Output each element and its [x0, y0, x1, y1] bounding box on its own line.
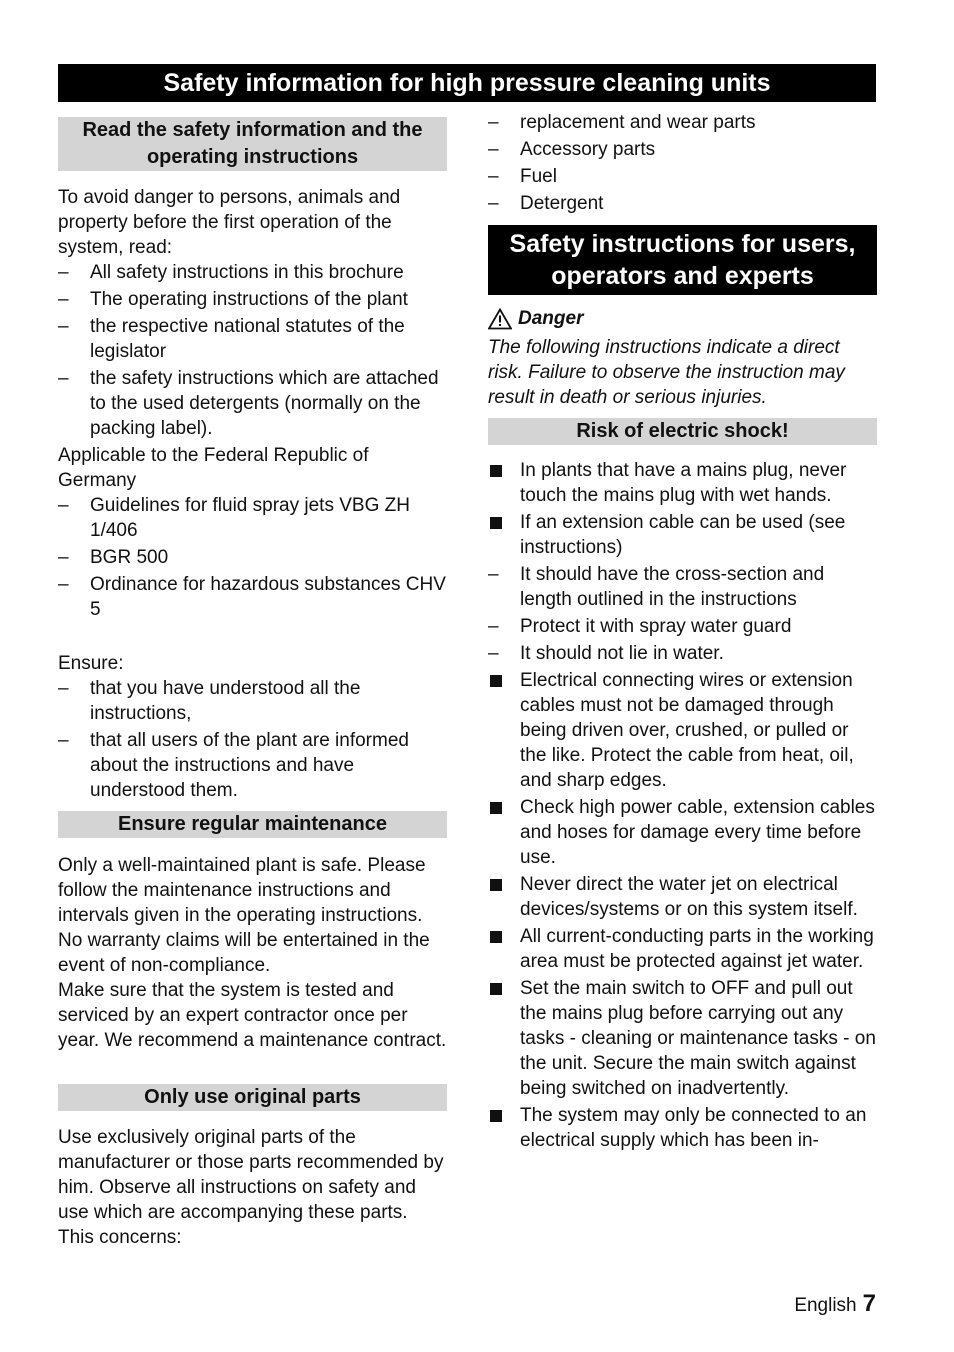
maintenance-heading: Ensure regular maintenance	[58, 811, 447, 838]
intro-text: To avoid danger to persons, animals and property before the first operation of the system, read:	[58, 187, 401, 258]
list-item: Check high power cable, extension cables and hoses for damage every time before use.	[488, 795, 877, 870]
page-number: 7	[862, 1290, 876, 1317]
list-item: – It should have the cross-section and length outlined in the instructions	[488, 564, 825, 610]
list-item: – that you have understood all the instructions,	[58, 678, 361, 724]
electric-shock-heading: Risk of electric shock!	[488, 418, 877, 445]
list-item: If an extension cable can be used (see instructions)	[488, 510, 877, 560]
germany-list	[58, 493, 447, 622]
list-item: – the safety instructions which are attached to the used detergents (normally on the packing label).	[58, 368, 439, 439]
list-item: – BGR 500	[58, 547, 169, 568]
warning-triangle-icon	[488, 308, 512, 330]
list-item: – Detergent	[488, 193, 604, 214]
list-item: All current-conducting parts in the working area must be protected against jet water.	[488, 924, 877, 974]
danger-label: Danger	[518, 308, 584, 329]
maintenance-text-2: Make sure that the system is tested and serviced by an expert contractor once per year. We recommend a maintenance contract.	[58, 980, 447, 1051]
parts-list	[488, 110, 877, 216]
shock-bullets-continued	[488, 668, 877, 1153]
parts-section	[58, 1125, 447, 1250]
read-safety-heading: Read the safety information and the operating instructions	[58, 117, 447, 171]
list-item: – All safety instructions in this brochure	[58, 262, 404, 283]
ensure-section	[58, 651, 447, 805]
list-item: Electrical connecting wires or extension cables must not be damaged through being driven over, crushed, or pulled or the like. Protect the cable from heat, oil, and sharp edges.	[488, 668, 877, 793]
danger-text: The following instructions indicate a direct risk. Failure to observe the instruction may result in death or serious injuries.	[488, 337, 845, 408]
list-item: In plants that have a mains plug, never touch the mains plug with wet hands.	[488, 458, 877, 508]
ensure-list	[58, 676, 447, 803]
list-item: – Guidelines for fluid spray jets VBG ZH 1/406	[58, 495, 410, 541]
shock-bullets	[488, 458, 877, 560]
parts-list-continued	[488, 110, 877, 218]
read-list	[58, 260, 447, 441]
danger-label-row	[488, 306, 877, 331]
list-item: – Fuel	[488, 166, 557, 187]
extension-list	[488, 562, 877, 666]
list-item: – It should not lie in water.	[488, 643, 724, 664]
list-item: – Ordinance for hazardous substances CHV 5	[58, 574, 446, 620]
list-item: – The operating instructions of the plant	[58, 289, 408, 310]
footer-language: English	[794, 1295, 857, 1316]
original-parts-heading: Only use original parts	[58, 1084, 447, 1111]
maintenance-section	[58, 853, 447, 1053]
shock-section	[488, 458, 877, 1155]
parts-text: Use exclusively original parts of the manufacturer or those parts recommended by him. Observe all instructions on safety and use which are accompanying these parts. This concerns:	[58, 1127, 444, 1248]
page-footer	[794, 1290, 876, 1318]
list-item: – Accessory parts	[488, 139, 656, 160]
maintenance-text: Only a well-maintained plant is safe. Please follow the maintenance instructions and intervals given in the operating instructions. No warranty claims will be entertained in the event of non-compliance.	[58, 855, 430, 976]
list-item: The system may only be connected to an electrical supply which has been in-	[488, 1103, 877, 1153]
users-safety-heading: Safety instructions for users, operators and experts	[488, 225, 877, 295]
page-title: Safety information for high pressure cleaning units	[58, 64, 876, 102]
list-item: Never direct the water jet on electrical devices/systems or on this system itself.	[488, 872, 877, 922]
danger-section	[488, 306, 877, 410]
read-section	[58, 185, 447, 624]
list-item: – Protect it with spray water guard	[488, 616, 792, 637]
list-item: Set the main switch to OFF and pull out the mains plug before carrying out any tasks - cleaning or maintenance tasks - on the unit. Secure the main switch against being switched on inadvertently.	[488, 976, 877, 1101]
ensure-label: Ensure:	[58, 653, 124, 674]
list-item: – that all users of the plant are informed about the instructions and have understood them.	[58, 730, 409, 801]
applicable-text: Applicable to the Federal Republic of Germany	[58, 445, 369, 491]
list-item: – replacement and wear parts	[488, 112, 756, 133]
list-item: – the respective national statutes of the legislator	[58, 316, 405, 362]
